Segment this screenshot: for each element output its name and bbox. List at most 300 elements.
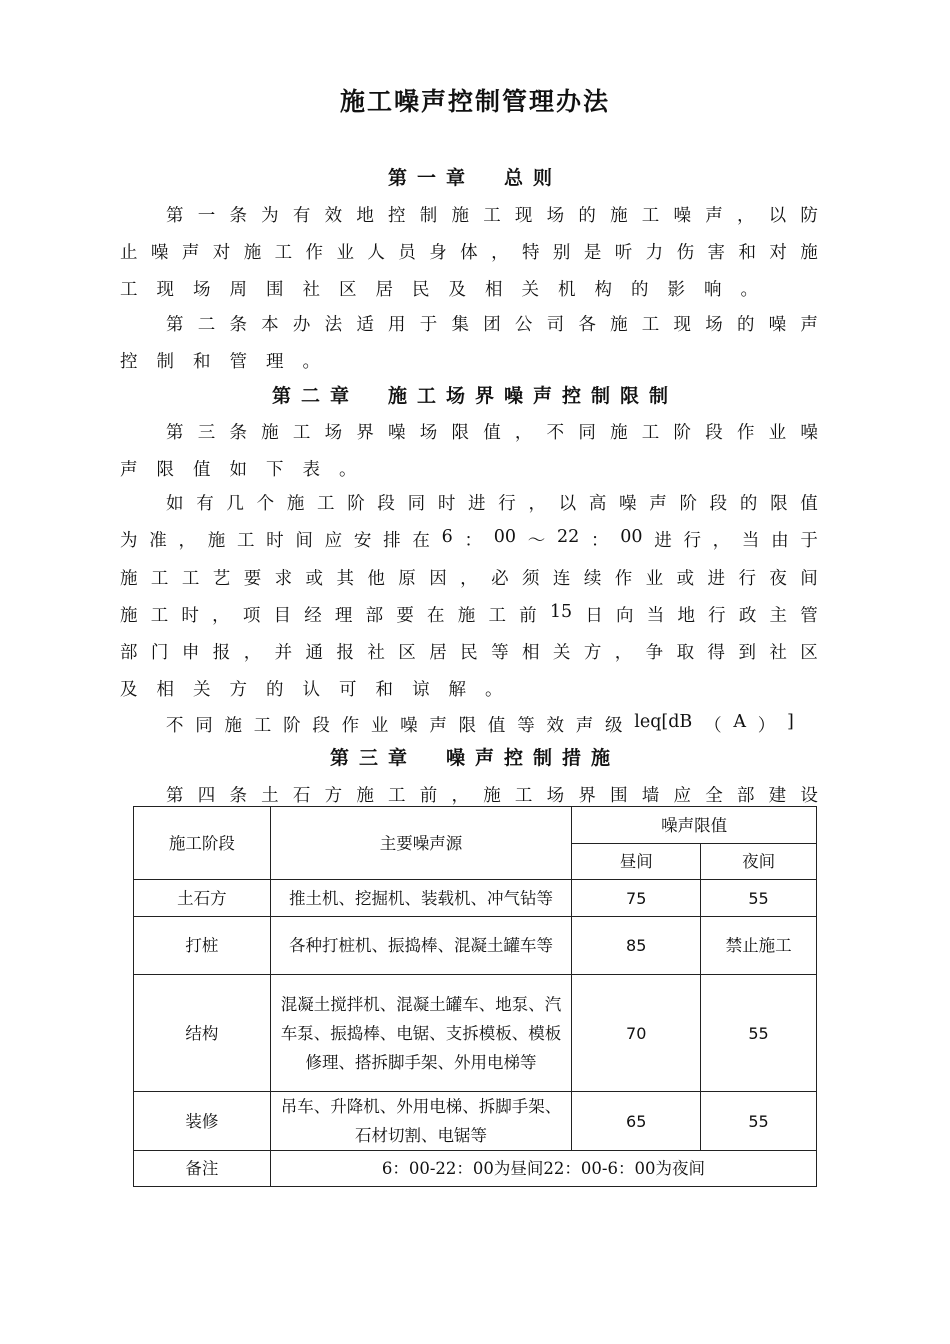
text-glyph: 界 [356,423,374,443]
text-glyph: 业 [768,423,787,443]
text-glyph: 同 [407,494,426,514]
text-glyph: 间 [800,569,818,589]
text-glyph: 。 [302,352,320,372]
header-source: 主要噪声源 [270,807,572,880]
text-glyph: 施 [261,423,279,443]
text-glyph: 可 [339,680,357,700]
text-glyph: 限 [458,716,477,736]
text-glyph: 的 [266,680,284,700]
text-glyph: 工 [150,569,169,589]
text-glyph: 集 [451,315,469,335]
text-glyph: 。 [339,460,357,480]
paragraph-line-4 [120,602,818,627]
text-glyph: 认 [302,680,320,700]
text-glyph: 高 [588,494,607,514]
text-glyph: 及 [120,680,138,700]
text-glyph: 工 [514,786,533,806]
text-glyph: 施 [610,423,628,443]
text-glyph: 理 [266,352,284,372]
text-glyph: 施 [800,243,818,263]
text-glyph: 场 [705,315,723,335]
text-glyph: 作 [736,423,755,443]
text-glyph: 制 [419,206,438,226]
text-glyph: 几 [226,494,244,514]
text-glyph: 人 [367,243,385,263]
paragraph-line-5 [120,639,818,664]
text-glyph: 社 [302,280,320,300]
note-text: 6：00-22：00为昼间22：00-6：00为夜间 [270,1151,816,1187]
text-glyph: 地 [356,206,374,226]
text-glyph: ， [514,423,533,443]
text-glyph: 22 [556,527,580,547]
text-glyph: 第 [166,206,184,226]
text-glyph: ： [464,531,482,551]
paragraph-line-3 [120,565,818,590]
text-glyph: ， [614,643,633,663]
paragraph-line-1 [166,490,818,515]
text-glyph: ， [212,606,230,626]
text-glyph: 条 [229,423,247,443]
text-glyph: 因 [429,569,447,589]
text-glyph: 进 [654,531,672,551]
text-glyph: 施 [457,606,476,626]
text-glyph: 施 [224,716,243,736]
text-glyph: 。 [485,680,503,700]
text-glyph: 同 [195,716,213,736]
text-glyph: 的 [578,206,596,226]
text-glyph: 用 [388,315,406,335]
text-glyph: 时 [266,531,284,551]
text-glyph: 围 [266,280,284,300]
text-glyph: ， [451,786,469,806]
text-glyph: 业 [645,569,664,589]
text-glyph: 现 [673,315,691,335]
text-glyph: 值 [483,423,501,443]
text-glyph: 一 [197,206,216,226]
text-glyph: 四 [197,786,216,806]
text-glyph: 力 [645,243,664,263]
header-stage: 施工阶段 [134,807,271,880]
text-glyph: 值 [800,494,818,514]
text-glyph: 相 [156,680,174,700]
text-glyph: 应 [673,786,691,806]
row-source: 混凝土搅拌机、混凝土罐车、地泵、汽车泵、振捣棒、电锯、支拆模板、模板修理、搭拆脚手架、外用电梯等 [270,975,572,1092]
text-glyph: 业 [336,243,354,263]
text-glyph: 工 [236,531,255,551]
text-glyph: 界 [578,786,596,806]
text-glyph: 区 [339,280,357,300]
text-glyph: 在 [427,606,445,626]
text-glyph: 不 [166,716,184,736]
text-glyph: 00 [620,527,643,547]
table-row [134,917,817,975]
text-glyph: 的 [631,280,649,300]
text-glyph: 和 [193,352,211,372]
text-glyph: ， [736,206,755,226]
text-glyph: 业 [370,716,389,736]
text-glyph: 其 [336,569,354,589]
text-glyph: 日 [585,606,603,626]
text-glyph: 身 [429,243,447,263]
text-glyph: 条 [229,206,247,226]
text-glyph: 时 [437,494,456,514]
text-glyph: 作 [614,569,633,589]
text-glyph: 限 [156,460,174,480]
text-glyph: 要 [243,569,262,589]
text-glyph: 经 [304,606,322,626]
text-glyph: 第 [166,786,184,806]
text-glyph: 行 [498,494,516,514]
text-glyph: 二 [197,315,216,335]
row-source: 推土机、挖掘机、装载机、冲气钻等 [270,880,572,917]
text-glyph: 伤 [676,243,695,263]
text-glyph: 间 [295,531,313,551]
text-glyph: 准 [149,531,167,551]
text-glyph: 防 [800,206,818,226]
text-glyph: 争 [645,643,664,663]
text-glyph: 工 [317,494,335,514]
text-glyph: 社 [769,643,787,663]
text-glyph: 值 [193,460,211,480]
row-day-limit: 70 [572,975,701,1092]
text-glyph: 安 [353,531,372,551]
text-glyph: 区 [398,643,416,663]
text-glyph: 施 [451,206,469,226]
text-glyph: 求 [274,569,293,589]
text-glyph: 目 [273,606,292,626]
text-glyph: 或 [305,569,324,589]
text-glyph: ， [528,494,546,514]
text-glyph: 团 [483,315,501,335]
text-glyph: 社 [367,643,385,663]
text-glyph: 响 [704,280,722,300]
text-glyph: 限 [451,423,469,443]
text-glyph: 施 [483,786,501,806]
text-glyph: 有 [292,206,311,226]
table-note-row [134,1151,817,1187]
text-glyph: 于 [419,315,438,335]
text-glyph: 司 [546,315,565,335]
text-glyph: 于 [800,531,818,551]
text-glyph: 项 [242,606,261,626]
text-glyph: 夜 [769,569,787,589]
article-3-line-1 [166,419,818,444]
text-glyph: 和 [738,243,756,263]
text-glyph: 必 [491,569,509,589]
text-glyph: 报 [212,643,231,663]
text-glyph: 如 [166,494,184,514]
text-glyph: 影 [667,280,685,300]
chapter-1-heading: 第一章 总则 [387,167,562,189]
text-glyph: 噪 [768,315,787,335]
document-title: 施工噪声控制管理办法 [339,87,610,116]
text-glyph: 前 [419,786,438,806]
text-glyph: 员 [398,243,416,263]
row-stage: 土石方 [134,880,271,917]
text-glyph: 声 [120,460,138,480]
text-glyph: A [733,712,746,732]
text-glyph: 他 [367,569,385,589]
text-glyph: 体 [460,243,478,263]
text-glyph: 地 [677,606,695,626]
text-glyph: 控 [120,352,138,372]
text-glyph: 段 [312,716,330,736]
text-glyph: 工 [274,243,293,263]
text-glyph: 阶 [283,716,301,736]
text-glyph: 阶 [679,494,697,514]
text-glyph: 相 [521,643,540,663]
row-day-limit: 65 [572,1092,701,1151]
row-source: 各种打桩机、振捣棒、混凝土罐车等 [270,917,572,975]
text-glyph: 噪 [673,206,691,226]
text-glyph: 工 [253,716,272,736]
text-glyph: 噪 [400,716,418,736]
text-glyph: 声 [181,243,200,263]
text-glyph: 关 [552,643,571,663]
text-glyph: 不 [546,423,565,443]
text-glyph: 部 [365,606,384,626]
text-glyph: 工 [150,606,169,626]
text-glyph: 工 [641,315,660,335]
text-glyph: 噪 [150,243,169,263]
text-glyph: 现 [514,206,533,226]
text-glyph: 控 [388,206,406,226]
text-glyph: 并 [274,643,293,663]
text-glyph: 场 [419,423,438,443]
text-glyph: ] [787,712,794,732]
text-glyph: 三 [197,423,216,443]
table-row [134,1092,817,1151]
text-glyph: （ [704,716,722,736]
row-source: 吊车、升降机、外用电梯、拆脚手架、石材切割、电锯等 [270,1092,572,1151]
text-glyph: 阶 [347,494,365,514]
text-glyph: 施 [356,786,374,806]
text-glyph: 施 [120,606,138,626]
text-glyph: 工 [120,280,138,300]
paragraph-line-2 [120,527,818,552]
text-glyph: 施 [610,315,628,335]
text-glyph: 方 [229,680,247,700]
text-glyph: 管 [229,352,247,372]
text-glyph: 声 [705,206,723,226]
noise-limit-table [133,806,817,1187]
text-glyph: 对 [212,243,231,263]
row-day-limit: 75 [572,880,701,917]
text-glyph: 居 [375,280,393,300]
text-glyph: 建 [768,786,787,806]
text-glyph: 取 [676,643,695,663]
text-glyph: 段 [705,423,723,443]
article-4-line-1 [166,782,818,807]
text-glyph: 原 [398,569,416,589]
text-glyph: ） [757,716,776,736]
text-glyph: 各 [578,315,596,335]
text-glyph: 施 [610,206,628,226]
text-glyph: 向 [616,606,634,626]
text-glyph: 部 [120,643,138,663]
text-glyph: 申 [181,643,200,663]
text-glyph: ： [590,531,609,551]
text-glyph: 主 [769,606,788,626]
text-glyph: 续 [583,569,602,589]
text-glyph: 时 [181,606,199,626]
text-glyph: 及 [448,280,466,300]
text-glyph: 。 [740,280,758,300]
article-3-line-2 [120,456,818,481]
table-row [134,880,817,917]
text-glyph: 声 [800,315,818,335]
text-glyph: 方 [583,643,602,663]
text-glyph: 行 [738,569,756,589]
text-glyph: 关 [193,680,211,700]
text-glyph: 公 [514,315,533,335]
chapter-3-heading: 第三章 噪声控制措施 [329,747,620,769]
text-glyph: ， [178,531,196,551]
row-stage: 打桩 [134,917,271,975]
text-glyph: 周 [229,280,247,300]
text-glyph: 工 [488,606,506,626]
text-glyph: 前 [519,606,537,626]
header-night: 夜间 [701,844,817,880]
text-glyph: 值 [487,716,506,736]
text-glyph: 全 [705,786,723,806]
article-1-line-3 [120,276,818,301]
text-glyph: ， [460,569,478,589]
text-glyph: 围 [610,786,628,806]
text-glyph: 门 [150,643,169,663]
text-glyph: 理 [334,606,353,626]
text-glyph: 场 [193,280,211,300]
text-glyph: 进 [707,569,726,589]
text-glyph: 第 [166,315,184,335]
text-glyph: 民 [412,280,430,300]
text-glyph: 效 [546,716,564,736]
text-glyph: 作 [341,716,360,736]
text-glyph: 止 [120,243,138,263]
article-2-line-1 [166,311,818,336]
text-glyph: 通 [305,643,324,663]
text-glyph: 声 [429,716,447,736]
row-night-limit: 禁止施工 [701,917,817,975]
text-glyph: 如 [229,460,247,480]
text-glyph: 条 [229,786,247,806]
text-glyph: 00 [493,527,516,547]
text-glyph: 本 [261,315,279,335]
text-glyph: 级 [604,716,623,736]
text-glyph: 要 [396,606,414,626]
article-1-line-2 [120,239,818,264]
text-glyph: 墙 [641,786,660,806]
text-glyph: 区 [800,643,818,663]
text-glyph: 应 [324,531,343,551]
text-glyph: 下 [266,460,284,480]
text-glyph: 制 [156,352,174,372]
text-glyph: 听 [614,243,633,263]
text-glyph: 段 [377,494,395,514]
text-glyph: ， [491,243,509,263]
text-glyph: 报 [336,643,354,663]
article-1-line-1 [166,202,818,227]
text-glyph: 施 [120,569,138,589]
paragraph-line-6 [120,676,818,701]
text-glyph: 的 [736,315,755,335]
text-glyph: 工 [388,786,406,806]
text-glyph: 在 [412,531,430,551]
text-glyph: 段 [709,494,728,514]
text-glyph: 以 [558,494,577,514]
header-day: 昼间 [572,844,701,880]
text-glyph: 场 [546,206,565,226]
text-glyph: 施 [286,494,305,514]
text-glyph: 当 [646,606,665,626]
text-glyph: 噪 [800,423,818,443]
text-glyph: 管 [800,606,818,626]
text-glyph: 场 [324,423,343,443]
text-glyph: 工 [641,206,660,226]
text-glyph: 6 [441,527,453,547]
text-glyph: 声 [649,494,667,514]
text-glyph: 构 [594,280,612,300]
text-glyph: 为 [120,531,138,551]
text-glyph: 解 [448,680,466,700]
text-glyph: 部 [736,786,755,806]
text-glyph: 15 [549,602,573,622]
text-glyph: 噪 [619,494,637,514]
text-glyph: ～ [527,531,546,551]
table-caption [166,712,794,737]
text-glyph: 限 [770,494,788,514]
text-glyph: 须 [521,569,540,589]
text-glyph: 办 [292,315,311,335]
text-glyph: ， [243,643,262,663]
text-glyph: 连 [552,569,571,589]
text-glyph: 石 [292,786,311,806]
text-glyph: 工 [483,206,501,226]
text-glyph: 适 [356,315,374,335]
text-glyph: 谅 [412,680,430,700]
text-glyph: 和 [375,680,393,700]
text-glyph: 条 [229,315,247,335]
text-glyph: 声 [575,716,594,736]
text-glyph: 以 [768,206,787,226]
row-stage: 结构 [134,975,271,1092]
text-glyph: 现 [156,280,174,300]
text-glyph: 效 [324,206,343,226]
text-glyph: 施 [243,243,262,263]
text-glyph: 等 [517,716,535,736]
text-glyph: 害 [707,243,726,263]
text-glyph: 排 [383,531,401,551]
text-glyph: 施 [207,531,226,551]
text-glyph: 工 [292,423,311,443]
text-glyph: ， [712,531,731,551]
text-glyph: 表 [302,460,320,480]
text-glyph: 同 [578,423,596,443]
article-2-line-2 [120,348,818,373]
note-label: 备注 [134,1151,271,1187]
text-glyph: 行 [683,531,701,551]
text-glyph: 的 [739,494,758,514]
text-glyph: 艺 [212,569,231,589]
text-glyph: 是 [583,243,602,263]
text-glyph: 有 [196,494,214,514]
table-row [134,975,817,1092]
text-glyph: 作 [305,243,324,263]
text-glyph: 土 [261,786,279,806]
row-night-limit: 55 [701,880,817,917]
text-glyph: 得 [707,643,726,663]
text-glyph: 阶 [673,423,691,443]
